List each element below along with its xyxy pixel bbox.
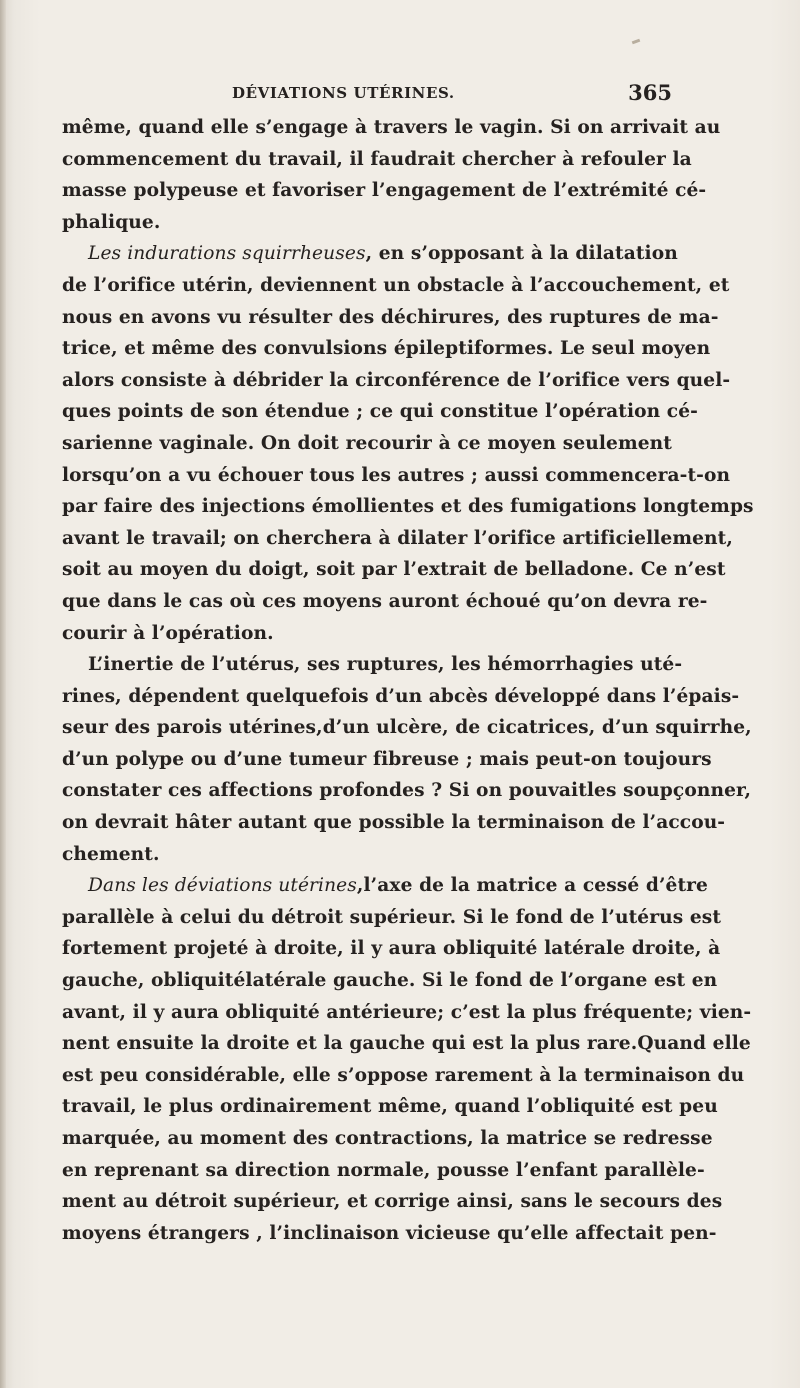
text-line: soit au moyen du doigt, soit par l’extrait de belladone. Ce n’est (62, 559, 726, 581)
text-line: ques points de son étendue ; ce qui constitue l’opération cé- (62, 401, 698, 423)
text-line: que dans le cas où ces moyens auront échoué qu’on devra re- (62, 590, 708, 612)
text-line: alors consiste à débrider la circonférence de l’orifice vers quel- (62, 369, 731, 391)
text-line: constater ces affections profondes ? Si on pouvaitles soupçonner, (62, 780, 752, 802)
text-line: ment au détroit supérieur, et corrige ainsi, sans le secours des (62, 1191, 723, 1213)
text-line: sarienne vaginale. On doit recourir à ce moyen seulement (62, 432, 672, 454)
text-line: travail, le plus ordinairement même, quand l’obliquité est peu (62, 1096, 718, 1118)
text-line: chement. (62, 843, 160, 865)
text-line: on devrait hâter autant que possible la terminaison de l’accou- (62, 812, 726, 834)
text-line: masse polypeuse et favoriser l’engagement de l’extrémité cé- (62, 180, 707, 202)
text-span: ,l’axe de la matrice a cessé d’être (356, 875, 708, 897)
text-line: seur des parois utérines,d’un ulcère, de cicatrices, d’un squirrhe, (62, 717, 752, 739)
text-line: d’un polype ou d’une tumeur fibreuse ; mais peut-on toujours (62, 748, 712, 770)
text-span: , en s’opposant à la dilatation (365, 243, 678, 265)
italic-term: Les indurations squirrheuses (88, 243, 366, 265)
text-line: parallèle à celui du détroit supérieur. Si le fond de l’utérus est (62, 906, 722, 928)
page-header (62, 80, 672, 106)
page-number: 365 (628, 80, 672, 105)
text-line: L’inertie de l’utérus, ses ruptures, les hémorrhagies uté- (88, 654, 683, 676)
text-line (62, 870, 708, 902)
text-line: rines, dépendent quelquefois d’un abcès développé dans l’épais- (62, 685, 740, 707)
text-line: avant le travail; on cherchera à dilater l’orifice artificiellement, (62, 527, 733, 549)
text-line: moyens étrangers , l’inclinaison vicieuse qu’elle affectait pen- (62, 1222, 717, 1244)
text-line: marquée, au moment des contractions, la matrice se redresse (62, 1128, 713, 1149)
text-line: lorsqu’on a vu échouer tous les autres ; aussi commencera-t-on (62, 464, 731, 486)
text-line: commencement du travail, il faudrait chercher à refouler la (62, 148, 692, 170)
text-line: fortement projeté à droite, il y aura obliquité latérale droite, à (62, 938, 721, 960)
text-line: phalique. (62, 211, 161, 233)
page-spine-shadow (0, 0, 6, 1388)
text-line: par faire des injections émollientes et des fumigations longtemps (62, 496, 754, 518)
italic-term: Dans les déviations utérines (88, 875, 357, 897)
text-line: courir à l’opération. (62, 622, 274, 644)
text-line: nous en avons vu résulter des déchirures, des ruptures de ma- (62, 306, 719, 328)
text-line (62, 238, 678, 270)
body-text (62, 112, 754, 1249)
text-line: trice, et même des convulsions épileptiformes. Le seul moyen (62, 338, 711, 360)
text-line: est peu considérable, elle s’oppose rarement à la terminaison du (62, 1064, 745, 1086)
ink-mark (632, 39, 641, 45)
text-line: même, quand elle s’engage à travers le vagin. Si on arrivait au (62, 117, 721, 138)
text-line: gauche, obliquitélatérale gauche. Si le fond de l’organe est en (62, 970, 718, 992)
running-title: DÉVIATIONS UTÉRINES. (232, 84, 455, 102)
text-line: avant, il y aura obliquité antérieure; c’est la plus fréquente; vien- (62, 1001, 752, 1023)
text-line: de l’orifice utérin, deviennent un obstacle à l’accouchement, et (62, 274, 730, 296)
text-line: nent ensuite la droite et la gauche qui est la plus rare.Quand elle (62, 1033, 751, 1055)
text-line: en reprenant sa direction normale, pousse l’enfant parallèle- (62, 1159, 705, 1181)
